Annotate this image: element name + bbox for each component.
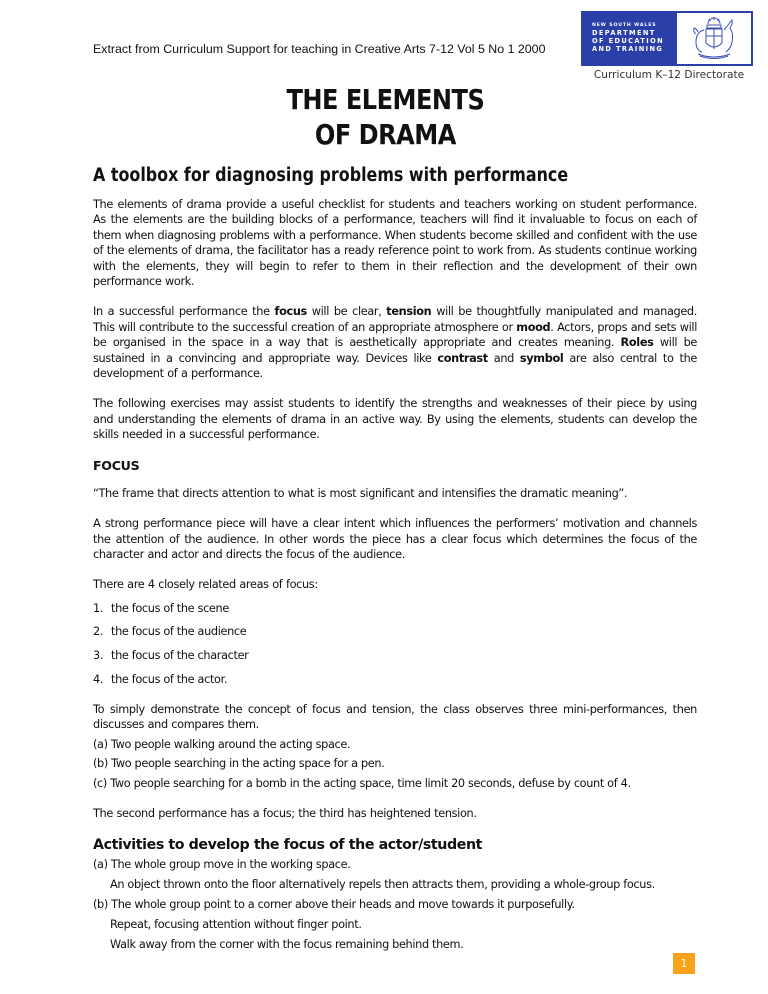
list-number: 1.	[93, 601, 104, 615]
list-item	[93, 672, 697, 687]
activities-list	[93, 857, 697, 952]
logo-line-state: NEW SOUTH WALES	[592, 23, 657, 29]
list-item: An object thrown onto the floor alternatively repels then attracts them, providing a whole-group focus.	[110, 878, 655, 892]
term-tension: tension	[386, 305, 432, 319]
focus-definition-quote: “The frame that directs attention to what is most significant and intensifies the dramatic meaning”.	[93, 486, 628, 500]
section-heading-focus: FOCUS	[93, 457, 140, 473]
focus-areas-list	[93, 601, 697, 687]
logo-line-3: AND TRAINING	[592, 45, 664, 54]
list-text: the focus of the character	[111, 648, 249, 662]
list-item: (c) Two people searching for a bomb in the acting space, time limit 20 seconds, defuse by count of 4.	[93, 776, 631, 790]
demo-intro: To simply demonstrate the concept of focus and tension, the class observes three mini-performances, then discusses and compares them.	[93, 702, 697, 732]
focus-paragraph: A strong performance piece will have a clear intent which influences the performers’ motivation and channels the attention of the audience. In other words the piece has a clear focus which determines the focus of the character and actor and directs the focus of the audience.	[93, 517, 697, 561]
term-roles: Roles	[620, 336, 654, 350]
focus-areas-intro: There are 4 closely related areas of focus:	[93, 578, 318, 592]
list-item: Walk away from the corner with the focus remaining behind them.	[110, 937, 464, 951]
term-contrast: contrast	[437, 351, 488, 365]
intro-paragraph-1: The elements of drama provide a useful checklist for students and teachers working on student performance. As the elements are the building blocks of a performance, teachers will find it invaluable to focus on each of them when diagnosing problems with a performance. When students become skilled and confident with the use of the elements of drama, the facilitator has a ready reference point to work from. As students continue working with the elements, they will begin to refer to them in their reflection and the development of their own performance work.	[93, 198, 697, 289]
list-item	[93, 601, 697, 616]
nsw-det-logo	[581, 11, 753, 81]
text-run: will be clear,	[306, 305, 387, 319]
text-run: will be sustained in a convincing and appropriate way. Devices like	[93, 336, 697, 365]
list-text: the focus of the actor.	[111, 672, 228, 686]
text-run: are also central to the development of a performance.	[93, 351, 697, 381]
list-item: (a) The whole group move in the working space.	[93, 858, 351, 872]
logo-line-1: DEPARTMENT	[592, 29, 656, 38]
logo-caption: Curriculum K–12 Directorate	[593, 69, 745, 81]
list-number: 4.	[93, 672, 104, 686]
list-item	[93, 624, 697, 639]
extract-source-line: Extract from Curriculum Support for teaching in Creative Arts 7-12 Vol 5 No 1 2000	[93, 42, 546, 56]
title-line-1: THE ELEMENTS	[286, 83, 485, 116]
activities-heading: Activities to develop the focus of the actor/student	[93, 837, 483, 854]
text-run: and	[487, 351, 520, 365]
term-symbol: symbol	[519, 351, 564, 365]
term-focus: focus	[274, 305, 307, 319]
list-item: (b) The whole group point to a corner above their heads and move towards it purposefully.	[93, 898, 575, 912]
demo-conclusion: The second performance has a focus; the third has heightened tension.	[93, 806, 477, 820]
demo-list	[93, 737, 697, 791]
text-run: In a successful performance the	[93, 305, 275, 319]
document-body	[93, 164, 697, 957]
subtitle: A toolbox for diagnosing problems with performance	[93, 165, 569, 186]
list-item: Repeat, focusing attention without finger point.	[110, 918, 362, 932]
logo-box	[581, 11, 753, 66]
list-text: the focus of the audience	[111, 625, 247, 639]
term-mood: mood	[516, 320, 551, 334]
list-item: (a) Two people walking around the acting space.	[93, 737, 351, 751]
list-item: (b) Two people searching in the acting space for a pen.	[93, 757, 385, 771]
text-run: . Actors, props and sets will be organised in the space in a way that is aesthetically appropriate and creates meaning.	[93, 320, 697, 350]
list-item	[93, 648, 697, 663]
logo-wordmark	[583, 13, 677, 64]
list-number: 2.	[93, 625, 104, 639]
text-run: will be thoughtfully manipulated and managed. This will contribute to the successful creation of an appropriate atmosphere or	[93, 305, 697, 334]
page-number-badge: 1	[673, 953, 695, 974]
list-number: 3.	[93, 648, 104, 662]
title-line-2: OF DRAMA	[314, 118, 456, 151]
coat-of-arms-icon	[677, 13, 751, 64]
intro-paragraph-3: The following exercises may assist students to identify the strengths and weaknesses of their piece by using and understanding the elements of drama in an active way. By using the elements, students can develop the skills needed in a successful performance.	[93, 397, 697, 442]
list-text: the focus of the scene	[111, 601, 229, 615]
page-title	[55, 82, 715, 152]
logo-line-2: OF EDUCATION	[592, 37, 665, 46]
intro-paragraph-2	[93, 304, 697, 381]
